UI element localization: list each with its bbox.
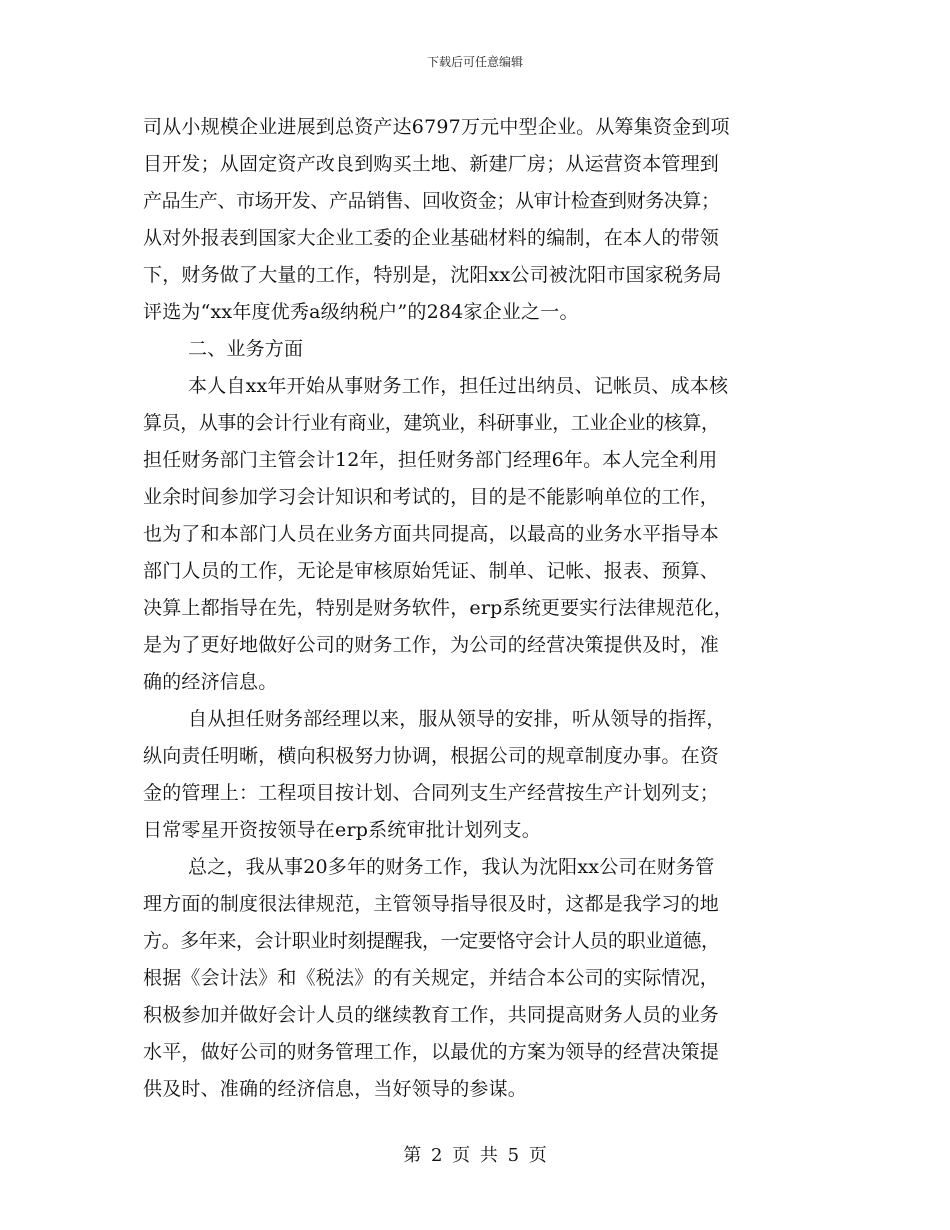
text-line: 司从小规模企业进展到总资产达6797万元中型企业。从筹集资金到项 <box>143 116 730 138</box>
text-line: 决算上都指导在先，特别是财务软件，erp系统更要实行法律规范化， <box>143 597 733 619</box>
page-number-footer: 第 2 页 共 5 页 <box>403 1145 547 1166</box>
text-line: 目开发；从固定资产改良到购买土地、新建厂房；从运营资本管理到 <box>143 153 720 175</box>
section-heading: 二、业务方面 <box>188 338 304 360</box>
text-line: 供及时、准确的经济信息，当好领导的参谋。 <box>143 1078 528 1100</box>
text-line: 评选为“xx年度优秀a级纳税户”的284家企业之一。 <box>143 301 579 323</box>
text-line: 算员，从事的会计行业有商业，建筑业，科研事业，工业企业的核算， <box>143 412 720 434</box>
text-line: 自从担任财务部经理以来，服从领导的安排，听从领导的指挥， <box>188 708 726 730</box>
text-line: 水平，做好公司的财务管理工作，以最优的方案为领导的经营决策提 <box>143 1041 720 1063</box>
document-body <box>143 109 803 1108</box>
text-line: 日常零星开资按领导在erp系统审批计划列支。 <box>143 819 541 841</box>
text-line: 也为了和本部门人员在业务方面共同提高，以最高的业务水平指导本 <box>143 523 720 545</box>
text-line: 业余时间参加学习会计知识和考试的，目的是不能影响单位的工作， <box>143 486 720 508</box>
text-line: 方。多年来，会计职业时刻提醒我，一定要恪守会计人员的职业道德， <box>143 930 720 952</box>
text-line: 积极参加并做好会计人员的继续教育工作，共同提高财务人员的业务 <box>143 1004 720 1026</box>
text-line: 理方面的制度很法律规范，主管领导指导很及时，这都是我学习的地 <box>143 893 720 915</box>
page-header: 下载后可任意编辑 <box>426 55 523 69</box>
text-line: 部门人员的工作，无论是审核原始凭证、制单、记帐、报表、预算、 <box>143 560 720 582</box>
text-line: 确的经济信息。 <box>143 671 278 693</box>
text-line: 纵向责任明晰，横向积极努力协调，根据公司的规章制度办事。在资 <box>143 745 720 767</box>
text-line: 总之，我从事20多年的财务工作，我认为沈阳xx公司在财务管 <box>188 856 715 878</box>
text-line: 根据《会计法》和《税法》的有关规定，并结合本公司的实际情况， <box>143 967 720 989</box>
text-line: 下，财务做了大量的工作，特别是，沈阳xx公司被沈阳市国家税务局 <box>143 264 722 286</box>
text-line: 金的管理上：工程项目按计划、合同列支生产经营按生产计划列支； <box>143 782 720 804</box>
text-line: 担任财务部门主管会计12年，担任财务部门经理6年。本人完全利用 <box>143 449 718 471</box>
text-line: 本人自xx年开始从事财务工作，担任过出纳员、记帐员、成本核 <box>188 375 729 397</box>
text-line: 是为了更好地做好公司的财务工作，为公司的经营决策提供及时，准 <box>143 634 720 656</box>
text-line: 产品生产、市场开发、产品销售、回收资金；从审计检查到财务决算； <box>143 190 720 212</box>
text-line: 从对外报表到国家大企业工委的企业基础材料的编制，在本人的带领 <box>143 227 720 249</box>
